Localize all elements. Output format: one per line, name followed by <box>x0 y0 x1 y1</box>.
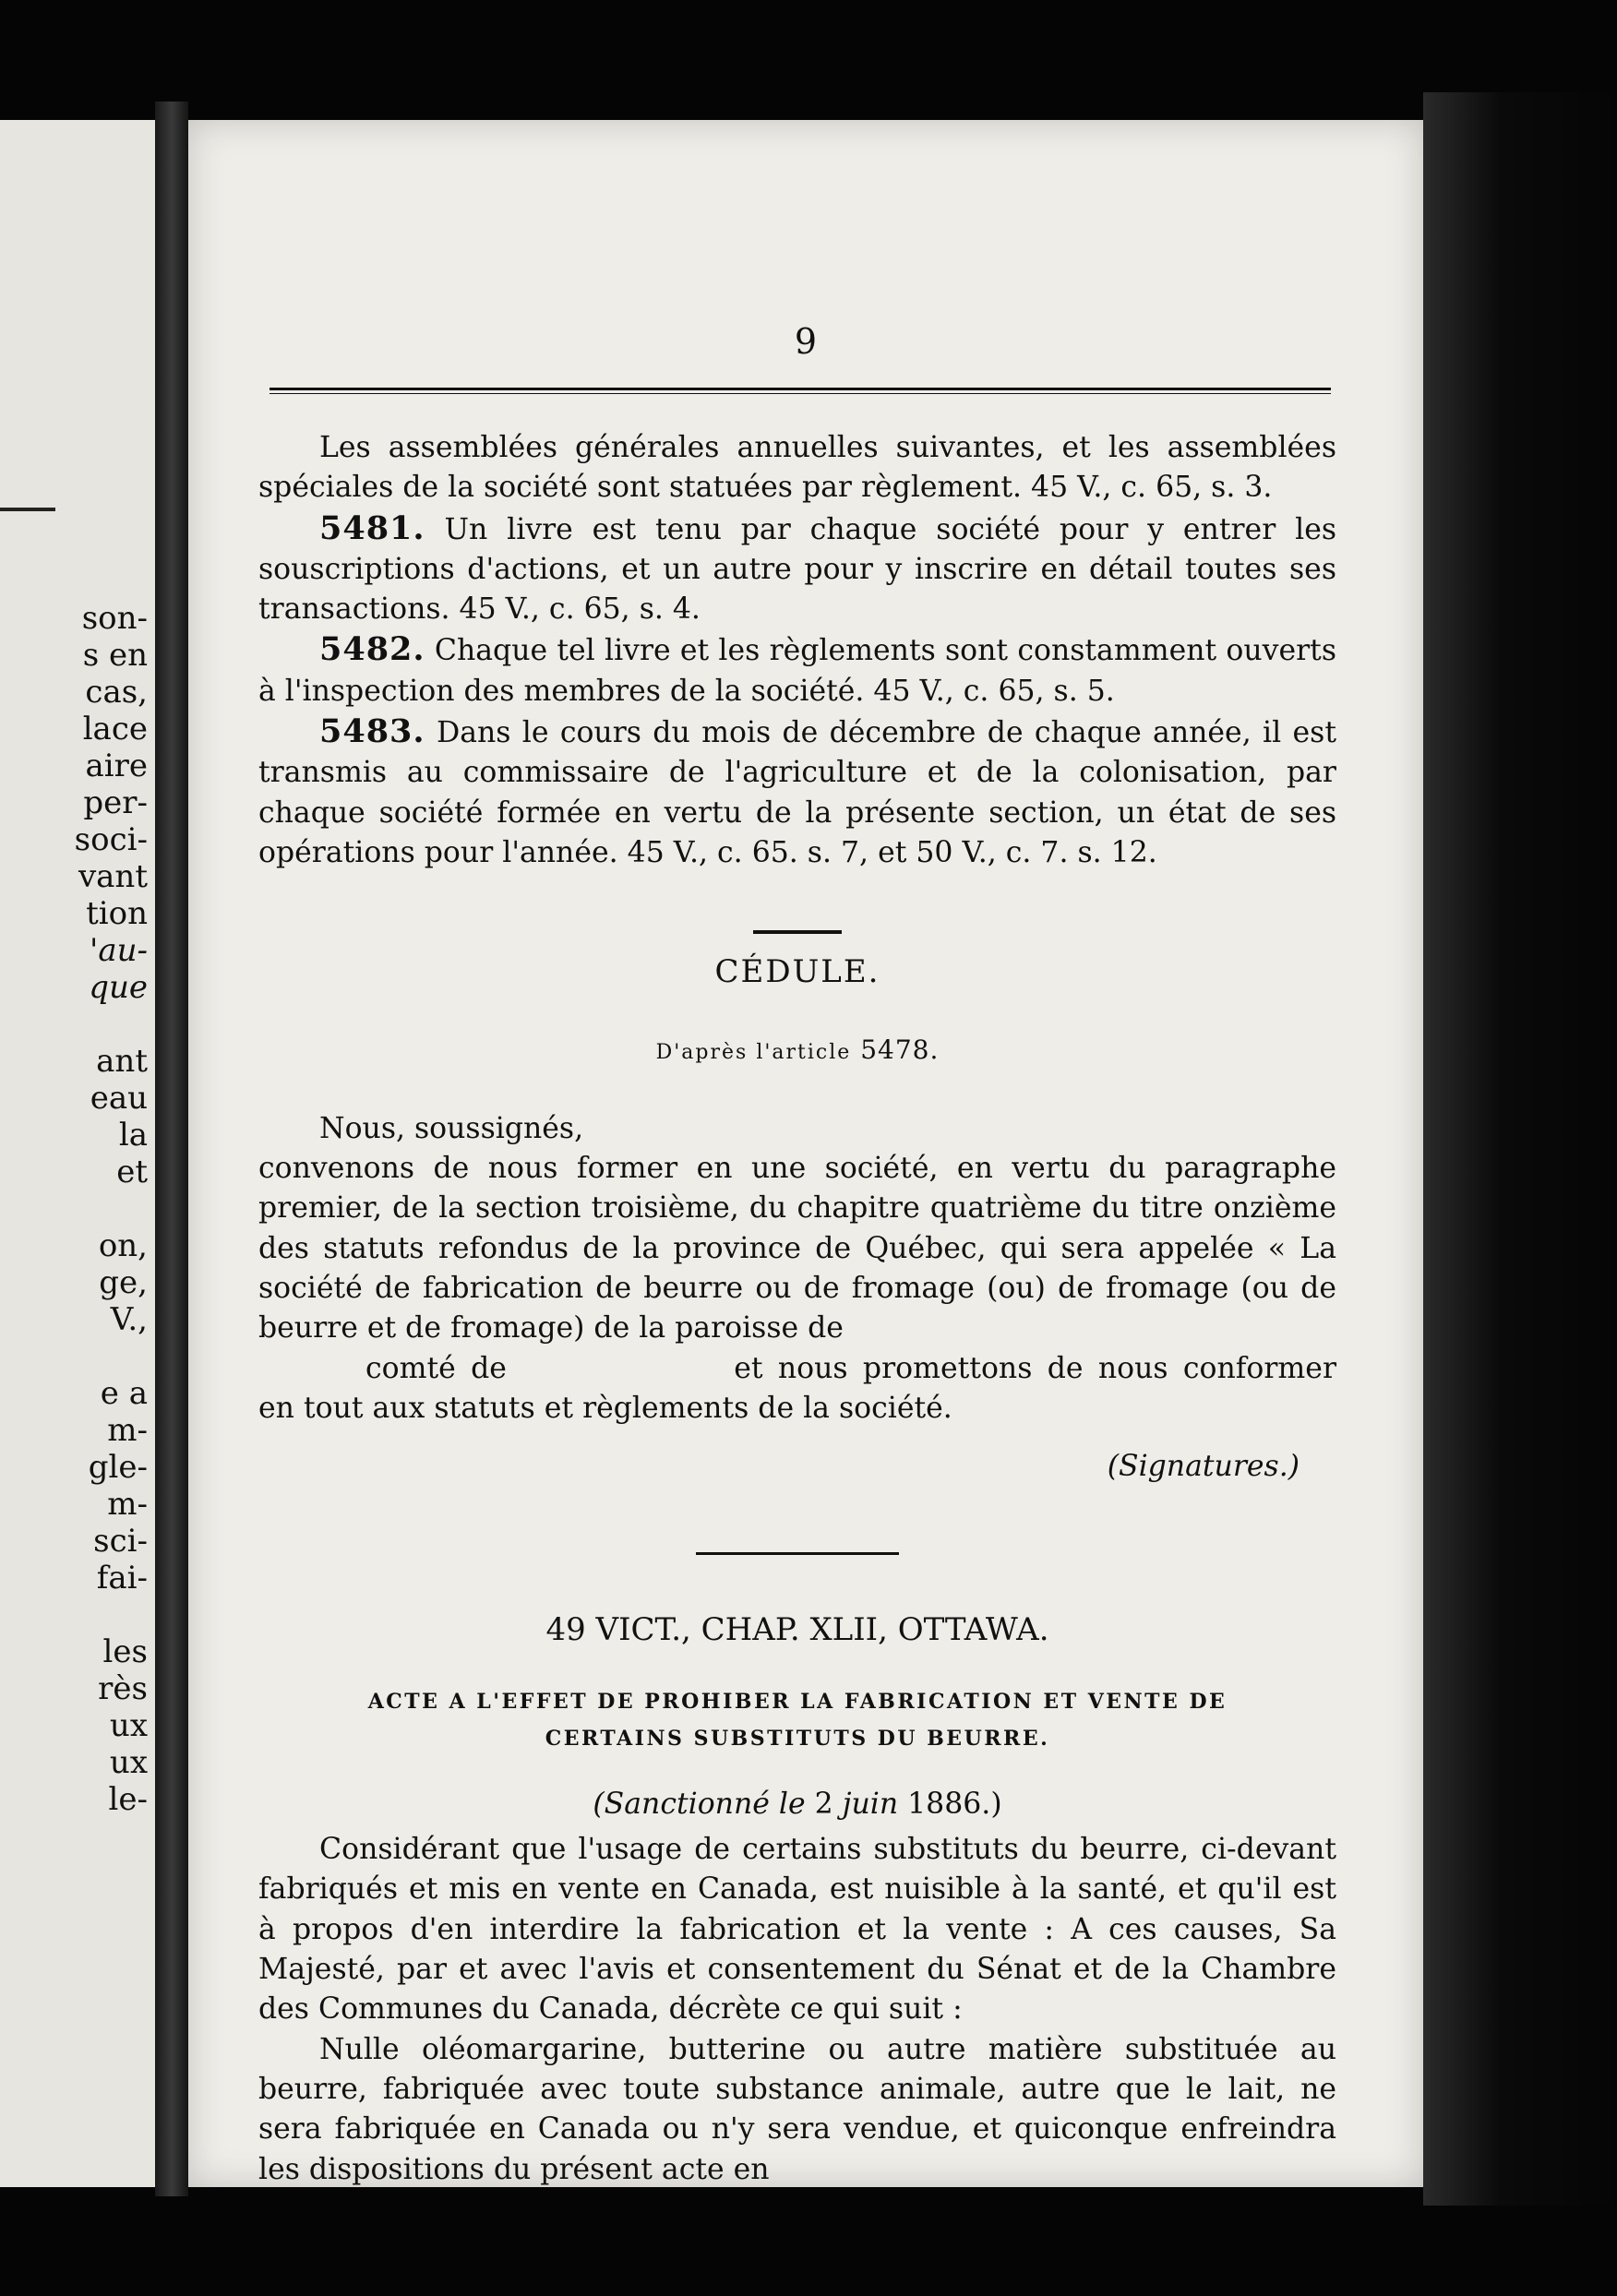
book-gutter <box>155 102 188 2196</box>
previous-page-fragment: per- <box>83 784 148 821</box>
act-description-line2: CERTAINS SUBSTITUTS DU BEURRE. <box>545 1726 1050 1751</box>
previous-page-fragment: et <box>116 1154 148 1190</box>
cedule-heading: CÉDULE. <box>714 953 880 991</box>
header-rule <box>270 388 1331 394</box>
cedule-body-part2: comté de <box>365 1351 507 1385</box>
act-section-1: Nulle oléomargarine, butterine ou autre matière substituée au beurre, fabriquée avec toute substance animale, autre que le lait, ne sera fabriquée en Canada ou n'y sera vendue, et quiconque enfreindra les dispositions du présent acte en <box>258 2032 1336 2186</box>
previous-page-fragment: tion <box>86 895 148 932</box>
previous-page-rule <box>0 508 55 511</box>
previous-page-fragment: ant <box>96 1043 148 1080</box>
article-number: 5481. <box>319 508 425 547</box>
article-number: 5483. <box>319 712 425 751</box>
previous-page-fragment: rès <box>98 1670 148 1707</box>
act-description <box>258 1683 1336 1757</box>
previous-page-fragment: m- <box>107 1412 148 1449</box>
previous-page-fragment: 'au- <box>89 932 148 969</box>
article-text: Dans le cours du mois de décembre de chaque année, il est transmis au commissaire de l'agriculture et de la colonisation, par chaque société formée en vertu de la présente section, un état de ses opérations pour l'année. 45 V., c. 65. s. 7, et 50 V., c. 7. s. 12. <box>258 716 1336 869</box>
sanction-prefix: (Sanctionné le <box>593 1787 806 1821</box>
previous-page-fragment: on, <box>98 1227 148 1264</box>
previous-page-fragment: le- <box>108 1781 148 1818</box>
cedule-body-part3: et nous promettons de nous conformer en tout aux statuts et règlements de la société. <box>258 1351 1337 1425</box>
previous-page-fragment: fai- <box>96 1560 148 1596</box>
previous-page-fragment: m- <box>107 1486 148 1523</box>
cedule-subheading <box>258 1030 1336 1072</box>
previous-page-fragment: soci- <box>74 821 148 858</box>
article-5483 <box>258 712 1336 873</box>
previous-page-fragment: son- <box>81 600 148 637</box>
previous-page-fragment: ux <box>109 1744 148 1781</box>
article-number: 5482. <box>319 630 425 669</box>
sanction-date <box>258 1785 1336 1824</box>
article-5481 <box>258 508 1336 630</box>
section-divider-long <box>696 1552 899 1555</box>
previous-page-fragment: V., <box>110 1301 148 1338</box>
cedule-article-number: 5478. <box>860 1034 940 1065</box>
previous-page-fragment: aire <box>85 747 148 784</box>
article-text: Chaque tel livre et les règlements sont constamment ouverts à l'inspection des membres de la société. 45 V., c. 65, s. 5. <box>258 634 1336 708</box>
previous-page-fragment: les <box>102 1633 148 1670</box>
previous-page-fragment: que <box>89 969 148 1006</box>
previous-page-fragment: vant <box>78 858 148 895</box>
section-divider <box>753 930 842 934</box>
article-text: Un livre est tenu par chaque société pour y entrer les souscriptions d'actions, et un autre pour y inscrire en détail toutes ses transactions. 45 V., c. 65, s. 4. <box>258 512 1337 627</box>
previous-page-fragment: ge, <box>99 1264 148 1301</box>
previous-page-fragment: eau <box>90 1080 148 1117</box>
act-description-line1: ACTE A L'EFFET DE PROHIBER LA FABRICATION ET VENTE DE <box>367 1689 1228 1714</box>
cedule-body <box>258 1149 1336 1429</box>
cedule-opening: Nous, soussignés, <box>319 1111 584 1145</box>
previous-page-fragment: sci- <box>93 1523 148 1560</box>
cedule-subheading-prefix: D'après l'article <box>655 1040 852 1064</box>
act-preamble: Considérant que l'usage de certains substituts du beurre, ci-devant fabriqués et mis en vente en Canada, est nuisible à la santé, et qu'il est à propos d'en interdire la fabrication et la vente : A ces causes, Sa Majesté, par et avec l'avis et consentement du Sénat et de la Chambre des Communes du Canada, décrète ce qui suit : <box>258 1833 1336 2027</box>
previous-page-fragment: ux <box>109 1707 148 1744</box>
act-title: 49 VICT., CHAP. XLII, OTTAWA. <box>545 1610 1049 1648</box>
scan-border <box>1423 92 1617 2206</box>
previous-page-fragment: la <box>118 1117 148 1154</box>
signatures-line: (Signatures.) <box>1107 1450 1300 1484</box>
previous-page-edge <box>0 120 155 2187</box>
page-number: 9 <box>794 321 818 362</box>
paragraph-assemblies: Les assemblées générales annuelles suivantes, et les assemblées spéciales de la société sont statuées par règlement. 45 V., c. 65, s. 3. <box>258 431 1336 505</box>
cedule-body-part1: convenons de nous former en une société, en vertu du paragraphe premier, de la section troisième, du chapitre quatrième du titre onzième des statuts refondus de la province de Québec, qui sera appelée « La société de fabrication de beurre ou de fromage (ou) de fromage (ou de beurre et de fromage) de la paroisse de <box>258 1152 1336 1345</box>
sanction-day: 2 <box>814 1787 833 1821</box>
sanction-year: 1886.) <box>907 1787 1002 1821</box>
page <box>188 120 1423 2187</box>
sanction-month: juin <box>842 1787 899 1821</box>
previous-page-fragment: lace <box>82 711 148 747</box>
previous-page-fragment: cas, <box>85 674 148 711</box>
previous-page-fragment: gle- <box>88 1449 148 1486</box>
body-text <box>258 428 1336 2190</box>
previous-page-fragment: e a <box>100 1375 148 1412</box>
previous-page-fragment: s en <box>82 637 148 674</box>
article-5482 <box>258 629 1336 712</box>
